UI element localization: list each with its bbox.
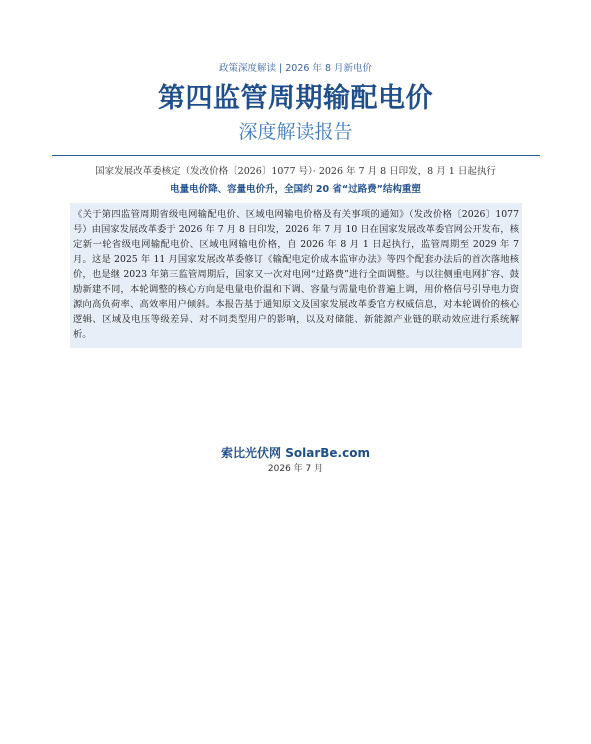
source-line: 国家发展改革委核定（发改价格〔2026〕1077 号）· 2026 年 7 月 8 日印发，8 月 1 日起执行 (95, 166, 496, 177)
report-subtitle: 深度解读报告 (238, 121, 353, 143)
publisher-name: 索比光伏网 SolarBe.com (221, 446, 370, 460)
title-divider (52, 155, 540, 156)
summary-text: 《关于第四监管周期省级电网输配电价、区域电网输电价格及有关事项的通知》（发改价格〔2026〕1077 号）由国家发展改革委于 2026 年 7 月 8 日印发，2026 年 7 月 10 日在国家发展改革委官网公开发布，核定新一轮省级电网输配电价、区域电网输电价格，自 2026 年 8 月 1 日起执行，监管周期至 2029 年 7 月。这是 2025 年 11 月国家发展改革委修订《输配电定价成本监审办法》等四个配套办法后的首次落地核价，也是继 2023 年第三监管周期后，国家又一次对电网“过路费”进行全面调整。与以往侧重电网扩容、鼓励新建不同，本轮调整的核心方向是电量电价温和下调、容量与需量电价普遍上调，用价格信号引导电力资源向高负荷率、高效率用户倾斜。本报告基于通知原文及国家发展改革委官方权威信息，对本轮调价的核心逻辑、区域及电压等级差异、对不同类型用户的影响，以及对储能、新能源产业链的联动效应进行系统解析。 (73, 209, 519, 340)
publication-date: 2026 年 7 月 (267, 464, 324, 474)
summary-box (70, 203, 522, 348)
report-title: 第四监管周期输配电价 (158, 83, 433, 114)
kicker-text: 政策深度解读 | 2026 年 8 月新电价 (218, 63, 373, 74)
highlight-line: 电量电价降、容量电价升，全国约 20 省“过路费”结构重塑 (170, 184, 421, 195)
